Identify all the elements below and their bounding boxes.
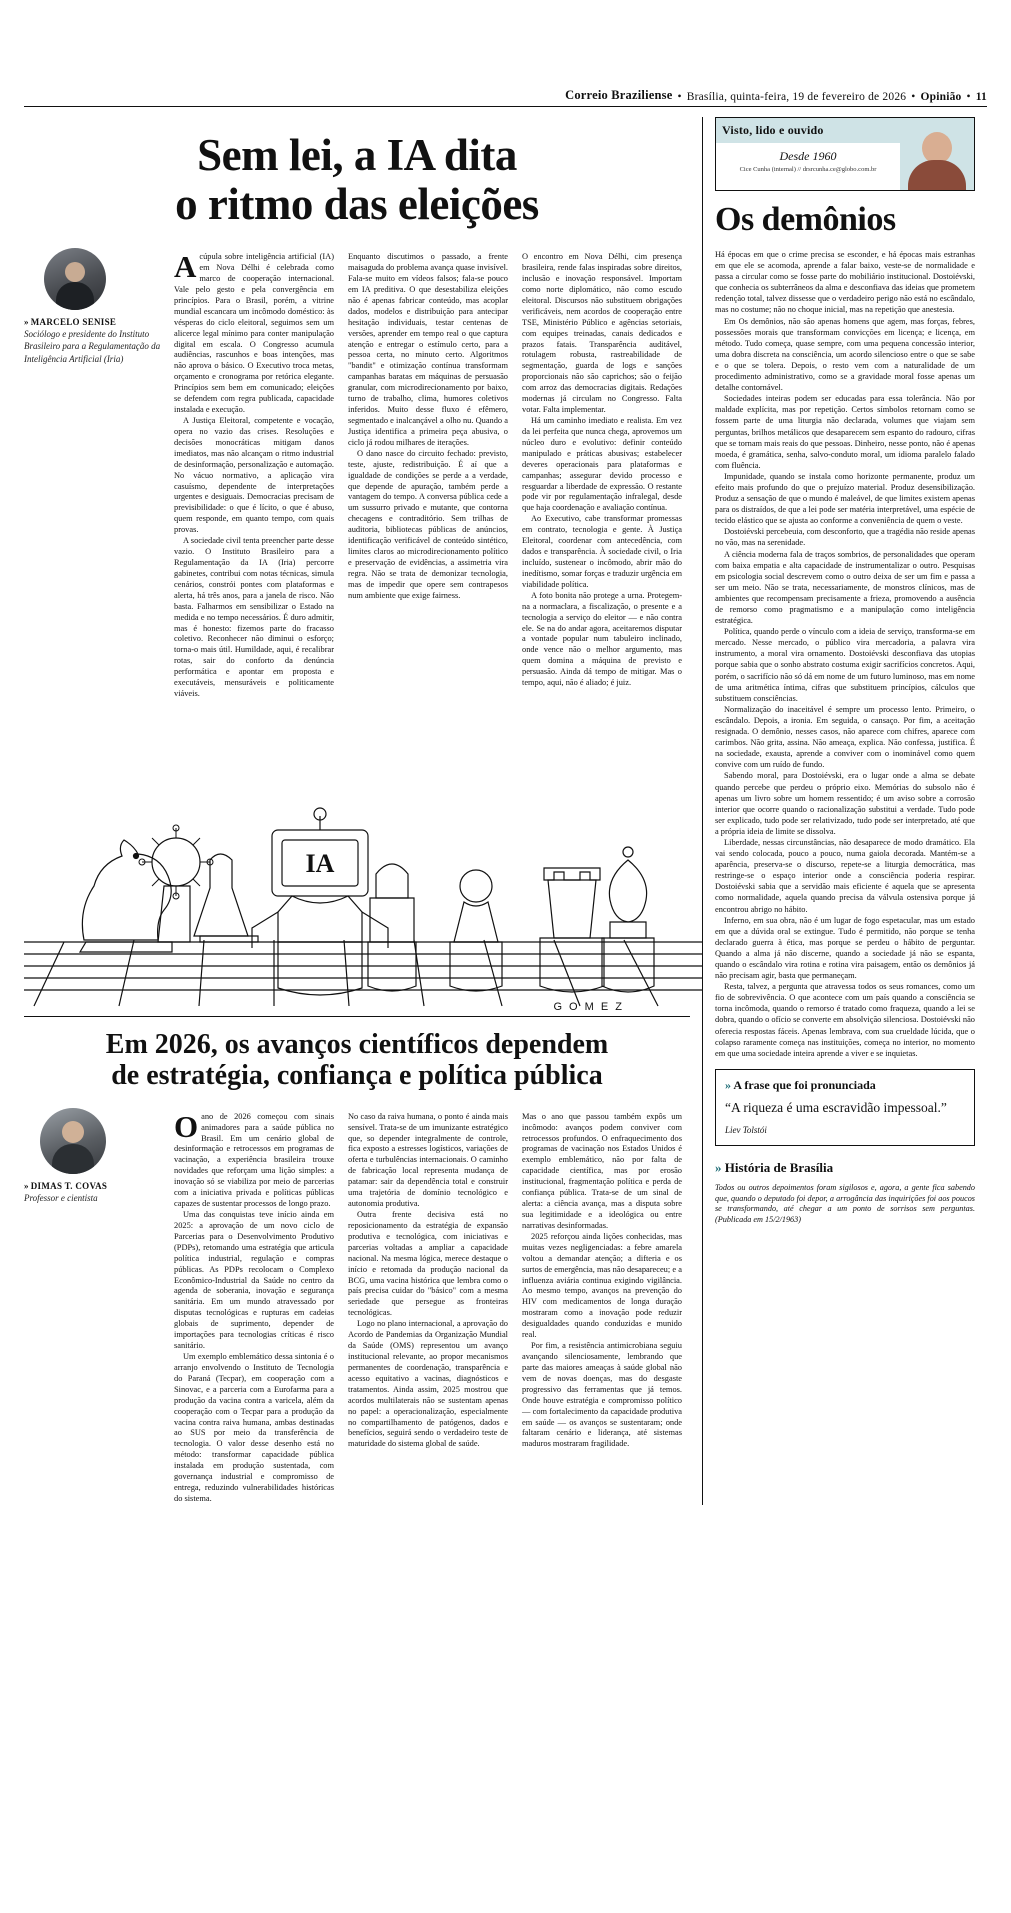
column-paragraph: Sabendo moral, para Dostoiévski, era o lugar onde a alma se debate quando percebe que perdeu o próprio eixo. Memórias do subsolo não é apenas um livro sobre um homem ressentido; é um aviso sobre a corrosão interior que ocorre quando o racionalização substitui a verdade. Tudo pode ser explicado, tudo pode ser relativizado, tudo pode ser interpretado, até que a própria ideia de limite se dissolva.: [715, 771, 975, 836]
vlo-since: Desde 1960: [779, 149, 837, 163]
history-box-title: História de Brasília: [724, 1159, 834, 1175]
column-paragraph: Normalização do inaceitável é sempre um processo lento. Primeiro, o escândalo. Depois, a ironia. Em seguida, o cansaço. Por fim, a aceitação resignada. O demônio, nesses casos, não aparece com chifres, aparece com carimbos. Não grita, assina. Não ameaça, explica. Não confessa, justifica. É na sociedade, exausta, aprende a conviver com o inominável como quem convive com um ruído de fundo.: [715, 704, 975, 770]
masthead-separator-2: •: [911, 91, 916, 103]
article2-byline-block: [24, 1106, 174, 1505]
article2-paragraph: Mas o ano que passou também expôs um incômodo: avanços podem conviver com retrocessos profundos. O enfraquecimento dos programas de vacinação nos Estados Unidos é exemplo emblemático, não por falta de capacidade científica, mas por erosão institucional, fragmentação política e perda de confiança pública. Trata-se de um sinal de alerta: a ciência avança, mas a disputa sobre sua legitimidade e a ideológica ou entre narrativas desinformadas.: [522, 1111, 682, 1230]
article2-headline-line1: Em 2026, os avanços científicos dependem: [105, 1028, 609, 1060]
vlo-email: Cice Cunha (internal) // drsrcunha.ce@globo.com.br: [739, 166, 877, 173]
article2-paragraph: 2025 reforçou ainda lições conhecidas, mas muitas vezes negligenciadas: a febre amarela voltou a demandar atenção; a difteria e os surtos de emergência, mas não desapareceu; e a influenza aviária continua exigindo vigilância. Ao mesmo tempo, avanços na prevenção do HIV com medicamentos de longa duração mostraram como a inovação pode reduzir desigualdades quando conduzidas e munido real.: [522, 1231, 682, 1340]
article1-author-role: Sociólogo e presidente do Instituto Brasileiro para a Regulamentação da Inteligência Artificial (Iria): [24, 329, 161, 364]
article2-col-1: [174, 1108, 334, 1505]
article2-headline: [24, 1029, 690, 1092]
article1-paragraph: Ao Executivo, cabe transformar promessas em contrato, tecnologia e gente. À Justiça Eleitoral, coordenar com antecedência, com dados e transparência. À sociedade civil, o Iria incluído, sustenear o incômodo, abrir mão do inedítismo, somar forças e traduzir urgência em viabilidade política.: [522, 514, 682, 589]
column-paragraph: Liberdade, nessas circunstâncias, não desaparece de modo dramático. Ela vai sendo colocada, pouco a pouco, numa gaiola decorada. Mantém-se a aparência, preserva-se o discurso, repete-se a liturgia democrática, mas restringe-se o espaço interior onde a consciência poderia respirar. Dostoiévski sabia que a servidão mais eficiente é aquela que se apresenta como normalidade, aquela quando precisa da válvula ostensiva porque já encontrou abrigo no hábito.: [715, 837, 975, 914]
cartoon-illustration: [24, 710, 702, 1010]
article2-paragraph: Logo no plano internacional, a aprovação do Acordo de Pandemias da Organização Mundial da Saúde (OMS) representou um avanço institucional relevante, ao propor mecanismos permanentes de coordenação, transparência e acesso equitativo a vacinas, diagnósticos e tratamentos. Ainda assim, 2025 mostrou que acordos multilaterais não se sustentam apenas no papel: a operacionalização, especialmente no compartilhamento de patógenos, dados e benefícios, seguirá sendo o verdadeiro teste de maturidade do sistema global de saúde.: [348, 1319, 508, 1449]
column-title: Os demônios: [715, 201, 896, 238]
article2-paragraph: Oano de 2026 começou com sinais animadores para a saúde pública no Brasil. Em um cenário global de desinformação e retrocessos em programas de vacinação, a experiência brasileira trouxe novidades que reforçam uma lição simples: a inovação só se viabiliza por meio de parcerias com a iniciativa privada e políticas públicas capazes de sustentar processos de longo prazo.: [174, 1108, 334, 1209]
article2-paragraph: Outra frente decisiva está no reposicionamento da estratégia de expansão produtiva e tecnológica, com iniciativas e parcerias voltadas a ampliar a capacidade nacional. Na mesma lógica, merece destaque o início e retomada da produção nacional da BCG, uma vacina histórica que lembra como o país precisa cuidar do "básico" com a mesma seriedade que persegue as fronteiras tecnológicas.: [348, 1210, 508, 1318]
article1-byline-block: [24, 246, 174, 700]
history-box-header: [715, 1160, 975, 1176]
quote-text: “A riqueza é uma escravidão impessoal.”: [725, 1099, 947, 1115]
column-paragraph: Impunidade, quando se instala como horizonte permanente, produz um efeito mais profundo do que o prejuízo material. Produz desensibilização. Produz a sensação de que o mundo é maleável, de que limites existem apenas para os distraídos, de que a lei pode ser matéria interpretável, uma espécie de tecido elástico que se ajusta ao conforme a conveniência de quem o veste.: [715, 471, 975, 526]
byline-marker-icon: »: [24, 1180, 29, 1191]
article1-col-1: [174, 249, 334, 700]
quote-box: [715, 1069, 975, 1146]
masthead-brand: Correio Braziliense: [565, 88, 673, 102]
column-body: [715, 249, 975, 1059]
masthead-separator-1: •: [677, 91, 682, 103]
article1-headline-line2: o ritmo das eleições: [175, 178, 539, 229]
article1-paragraph: O encontro em Nova Délhi, cim presença brasileira, rende falas inspiradas sobre direitos, inclusão e inovação responsável. Importam como norte diplomático, não como escudo eleitoral. Discursos não substituem obrigações verificáveis, nem acordos de cooperação entre TSE, Ministério Público e agências setoriais, com equipes treinadas, canais dedicados e prazos fatais. Transparência auditável, rotulagem robusta, rastreabilidade de segmentação, guarda de logs e sanções proporcionais não são caprichos; são o feijão com arroz das democracias digitais. Redações modernas já circulam no Congresso. Falta votar. Falta implementar.: [522, 252, 682, 415]
article1-author-name: MARCELO SENISE: [30, 317, 117, 328]
right-column: [702, 117, 975, 1505]
article2-col-3: [522, 1112, 682, 1505]
column-paragraph: Inferno, em sua obra, não é um lugar de fogo espetacular, mas um estado em que a dúvida oral se extingue. Tudo é permitido, não porque se tenha declarado guerra à ética, mas porque se perdeu o hábito de perguntar. Quando a alma já não discerne, quando a sociedade já não se espanta, quando o escândalo vira rotina e rotina vira paisagem, então os demônios já não precisam agir, basta que permaneçam.: [715, 915, 975, 981]
article1-paragraph: Acúpula sobre inteligência artificial (IA) em Nova Délhi é celebrada como marco de cooperação internacional. Vale pelo gesto e pela convergência em princípios. Para o Brasil, porém, a vitrine mundial escancara um incômodo doméstico: às vésperas do ciclo eleitoral, seguimos sem um alicerce legal mínimo para conter manipulação digital em escala. O Congresso acumula audiências, rascunhos e boas intenções, mas não aprova o básico. O Executivo troca metas, orçamento e cronograma por retórica elegante. Princípios sem bem em comunicado; eleições se defendem com regra publicada, capacidade instalada e execução.: [174, 249, 334, 415]
article1-paragraph: A foto bonita não protege a urna. Protegem-na a normaclara, a fiscalização, o presente e a tecnologia a serviço do eleitor — e não contra ele. Se na do andar agora, aceitaremos disputar a vontade popular num tabuleiro inclinado, onde vence não o melhor argumento, mas quem domina a máquina de previsto e persuasão. Ainda dá tempo de mitigar. Mas o tempo, aqui, não é aliado; é juiz.: [522, 590, 682, 688]
cartoon-signature: G O M E Z: [553, 1000, 624, 1010]
article1-col-2: [348, 252, 508, 700]
masthead-section: Opinião: [920, 91, 962, 103]
author-avatar-senise: [44, 248, 106, 310]
column-paragraph: Em Os demônios, não são apenas homens que agem, mas forças, febres, possessões morais que transformam convicções em licença; e licença, em método. Tudo começa, quase sempre, com uma pequena concessão interior, uma dobra discreta na consciência, um acordo silencioso entre o que se sabe e o que se tolera. Depois, o resto vem com a naturalidade de um procedimento administrativo, como se a gravidade moral fosse apenas um detalhe contornável.: [715, 316, 975, 393]
article1-headline: [24, 131, 690, 228]
vlo-badge-title: Visto, lido e ouvido: [716, 118, 900, 143]
editorial-cartoon: [24, 710, 690, 1010]
author-avatar-covas: [40, 1108, 106, 1174]
column-paragraph: Política, quando perde o vínculo com a ideia de serviço, transforma-se em mercado. Nesse mercado, o público vira mercadoria, a palavra vira instrumento, a moral vira ornamento. Dostoiévski desconfiava das utopias porque sabia que o sonho abstrato costuma exigir sacrifícios concretos. Aqui, porém, o sacrifício não só dá em nome de um futuro luminoso, mas em nome de uma aritmética íntima, cifras que substituem princípios, cálculos que substituem consciências.: [715, 627, 975, 703]
article2-author-name: DIMAS T. COVAS: [30, 1180, 108, 1191]
article2-headline-line2: de estratégia, confiança e política pública: [111, 1060, 603, 1092]
article2-paragraph: Um exemplo emblemático dessa sintonia é o arranjo envolvendo o Instituto de Tecnologia do Paraná (Tecpar), em cooperação com a Sinovac, e a parceria com a Eurofarma para a produção da vacina contra a varicela, além da cooperação com o Tecpar para a produção da vacina contra raiva humana, ambas destinadas ao SUS por meio da transferência de tecnologia. O valor desse desenho está no método: transformar capacidade pública instalada em produção sustentada, com governança industrial e compromisso de entrega, reduzindo vulnerabilidades históricas do sistema.: [174, 1351, 334, 1503]
chevron-right-icon: »: [725, 1077, 731, 1092]
column-paragraph: Dostoiévski percebeuia, com desconforto, que a tragédia não reside apenas no vão, mas na serenidade.: [715, 527, 975, 548]
article2-col-2: [348, 1112, 508, 1505]
masthead: [24, 88, 987, 107]
masthead-separator-3: •: [966, 91, 971, 103]
newspaper-page: [24, 88, 987, 1878]
column-paragraph: A ciência moderna fala de traços sombrios, de personalidades que operam com baixa empatia e alta capacidade de instrumentalizar o outro. Pesquisas em psicologia social descrevem como o outro deixa de ser um fim e passa a ser um meio. Não se trata, necessariamente, de monstros clínicos, mas de ambientes que recompensam precisamente a frieza, promovendo a ausência de remorso como pragmatismo e a manipulação como inteligência estratégica.: [715, 549, 975, 626]
history-box-text: Todos ou outros depoimentos foram sigilosos e, agora, a gente fica sabendo que, quando o deputado foi depor, a arrogância das inquirições foi aos poucos se transformando, até chegar a um ponto de sorrisos sem perguntas. (Publicada em 15/2/1963): [715, 1182, 975, 1225]
column-paragraph: Há épocas em que o crime precisa se esconder, e há épocas mais estranhas em que ele se acomoda, aprende a falar baixo, veste-se de normalidade e passa a circular como se fosse parte do mobiliário institucional. Dostoiévski, que conhecia os subterrâneos da alma e desconfiava das ideias que prometem redenção total, talvez dissesse que o verdadeiro perigo não está no escândalo, mas no costume; não no choque inicial, mas na repetição que anestesia.: [715, 250, 975, 315]
column-paragraph: Sociedades inteiras podem ser educadas para essa tolerância. Não por maldade explícita, mas por repetição. Certos símbolos retornam como se fossem parte de uma liturgia não declarada, volumes que viajam sem perguntas, brilhos metálicos que desaparecem sem espanto do radouro, cifras que se tornam mais reais do que pessoas. Dinheiro, nesse ponto, não é apenas moeda, é gramática, senha, salvo-conduto moral, um idioma paralelo falado com fluência.: [715, 394, 975, 470]
article1-paragraph: A sociedade civil tenta preencher parte desse vazio. O Instituto Brasileiro para a Regulamentação da IA (Iria) percorre gabinetes, contribui com notas técnicas, simula cenários, constrói pontes com plataformas e alerta, há três anos, para a janela de risco. Não basta. Falharmos em sensibilizar o Estado na medida e no tempo necessários. É duro admitir, mas é honesto: fizemos parte do fracasso coletivo. Reconhecer não diminui o esforço; torna-o mais útil. Humildade, aqui, é recalibrar rotas, sair do conforto da denúncia performática e apontar em proposta e executáveis, mensuráveis e politicamente viáveis.: [174, 536, 334, 699]
article1-paragraph: Há um caminho imediato e realista. Em vez da lei perfeita que nunca chega, aprovemos um núcleo duro e evolutivo: definir conteúdo manipulado e práticas abusivas; estabelecer deveres operacionais para plataformas e campanhas; assegurar devido processo e resguardar a liberdade de expressão. O restante pode vir por regulamentação infralegal, desde que haja coordenação e avaliação contínua.: [522, 416, 682, 513]
article1-col-3: [522, 252, 682, 700]
masthead-page-number: 11: [975, 91, 987, 103]
article2-paragraph: No caso da raiva humana, o ponto é ainda mais sensível. Trata-se de um imunizante estratégico que, so depender integralmente de controle, fica exposto a estresses logísticos, variações de oferta e turbulências internacionais. O caminho de fabricação local representa mudança de patamar: sair da dependência total e construir uma trajetória de domínio tecnológico e autonomia produtiva.: [348, 1111, 508, 1209]
article1-paragraph: Enquanto discutimos o passado, a frente maisaguda do problema avança quase invisível. Fala-se muito em vídeos falsos; fala-se pouco em IA preditiva. O que desestabiliza eleições não é apenas fabricar conteúdo, mas acoplar dados, modelos e distribuição para antecipar hesitação individuais, testar centenas de versões, aprender em tempo real o que captura atenção e entregar o estímulo certo, para a pessoa certa, no minuto certo. Algoritmos "bandit" e otimização contínua transformam campanhas baratas em máquinas de persuasão granular, com microdirecionamento por baixo, turno de trabalho, clima, humores coletivos inferidos. Muito desse fluxo é efêmero, segmentado e inalcançável a olho nu. Quando a Justiça identifica a primeira peça abusiva, o ciclo já rodou milhares de iterações.: [348, 252, 508, 447]
article2-author-role: Professor e cientista: [24, 1192, 98, 1203]
section-divider: [24, 1016, 690, 1017]
article1-paragraph: A Justiça Eleitoral, competente e vocação, opera no vazio das crises. Resoluções e decisões monocráticas mitigam danos imediatos, mas não alcançam o ritmo industrial de desinformação, personalização e automação. No vácuo normativo, a aplicação vira casuísmo, dependente de interpretações urgentes e desiguais. Democracias precisam de previsibilidade: o que é lícito, o que é abuso, quem responde, em quanto tempo, com quais provas.: [174, 416, 334, 535]
cartoon-robot-label: IA: [305, 848, 335, 878]
article2-paragraph: Por fim, a resistência antimicrobiana seguiu avançando silenciosamente, lembrando que parte das maiores ameaças à saúde global não vem de novas doenças, mas do desgaste progressivo das ferramentas que já temos. Onde houve estratégia e compromisso político — com fortalecimento da capacidade produtiva em saúde — os avanços se sustentaram; onde faltaram cenário e liderança, até sistemas maduros mostraram fragilidade.: [522, 1341, 682, 1449]
column-paragraph: Resta, talvez, a pergunta que atravessa todos os seus romances, como um fio de sobrevivência. O que acontece com um país quando a consciência se torna incômoda, quando o remorso é tratado como fraqueza, quando a lei se dobra, quando o ofício se converte em absolvição silenciosa. Dostoiévski não oferecia respostas fáceis. Apenas lembrava, com sua crueldade lúcida, que o colapso raramente começa nas instituições, começa no interior, no momento em que uma sociedade inteira aprende a viver e se inquietas.: [715, 982, 975, 1058]
article1-paragraph: O dano nasce do circuito fechado: previsto, teste, ajuste, redistribuição. É aí que a igualdade de condições se perde a a verdade, que depende de apuração, também perde a vantagem do tempo. A conversa pública cede a um sussurro privado e mutante, que contorna checagens e contraditório. Sem trilhas de auditoria, bibliotecas públicas de anúncios, identificação verificável de conteúdo sintético, limites claros ao microdirecionamento político e preservação de evidências, a assimetria vira regra. Não se trata de demonizar tecnologia, mas de impedir que opere sem contrapesos num ambiente que exige fairness.: [348, 448, 508, 600]
article1-headline-line1: Sem lei, a IA dita: [197, 130, 517, 180]
quote-author: Liev Tolstói: [725, 1124, 767, 1135]
visto-lido-ouvido-box: [715, 117, 975, 191]
byline-marker-icon: »: [24, 317, 29, 328]
left-column: [24, 117, 702, 1505]
chevron-right-icon: »: [715, 1159, 722, 1175]
article2-paragraph: Uma das conquistas teve início ainda em 2025: a aprovação de um novo ciclo de Parcerias para o Desenvolvimento Produtivo (PDPs), retomando uma estratégia que articula política industrial, regulação e compras públicas. As PDPs recolocam o Complexo Econômico-Industrial da Saúde no centro da agenda de soberania, inovação e segurança sanitária. Em um mundo atravessado por disputas tecnológicas e rupturas em cadeias globais de suprimento, depender de importações para tecnologias críticas é risco sanitário.: [174, 1210, 334, 1351]
columnist-avatar: [900, 118, 974, 190]
quote-box-header: A frase que foi pronunciada: [733, 1077, 876, 1092]
masthead-date: Brasília, quinta-feira, 19 de fevereiro de 2026: [686, 91, 907, 103]
